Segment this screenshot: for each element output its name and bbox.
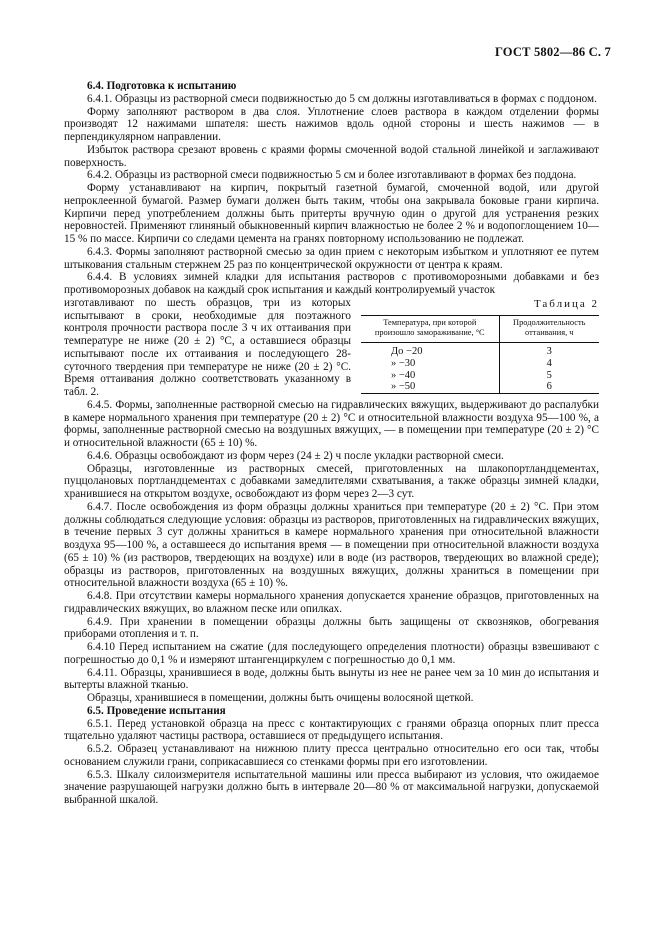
table-header-duration: Продолжительность оттаивания, ч [499, 316, 599, 343]
paragraph: 6.4.6. Образцы освобождают из форм через (24 ± 2) ч после укладки растворной смеси. [87, 449, 504, 462]
paragraph: 6.4.4. В условиях зимней кладки для испытания растворов с противоморозными добавками и без противоморозных добавок на каждый срок испытания и каждый контролируемый участок [64, 271, 599, 296]
cell-duration: 5 [546, 369, 552, 381]
paragraph: 6.5.2. Образец устанавливают на нижнюю плиту пресса центрально относительно его оси так, чтобы основанием служили грани, соприкасавшиеся со стенками формы при его изготовлении. [64, 743, 599, 768]
section-heading: 6.5. Проведение испытания [87, 704, 226, 717]
paragraph: 6.5.3. Шкалу силоизмерителя испытательной машины или пресса выбирают из условия, что ожидаемое значение разрушающей нагрузки должно быть в интервале 20—80 % от максимальной нагрузки, допускаемой выбранной шкалой. [64, 768, 599, 806]
paragraph: 6.4.2. Образцы из растворной смеси подвижностью 5 см и более изготавливают в формах без поддона. [87, 169, 577, 182]
cell-temperature: » −30 [361, 358, 499, 370]
paragraph: 6.4.3. Формы заполняют растворной смесью за один прием с некоторым избытком и уплотняют ее путем штыкования стальным стержнем 25 раз по концентрической окружности от центра к краям. [64, 245, 599, 271]
table-2 [361, 299, 599, 394]
cell-duration: 4 [546, 357, 552, 369]
table-row [361, 370, 599, 382]
table-header-temperature: Температура, при которой произошло замораживание, °С [361, 316, 499, 343]
paragraph: Форму заполняют раствором в два слоя. Уплотнение слоев раствора в каждом отделении формы производят 12 нажимами шпателя: шесть нажимов вдоль одной стороны и шесть нажимов — в перпендикулярном направлении. [64, 105, 599, 143]
table-row [361, 381, 599, 393]
paragraph: 6.4.7. После освобождения из форм образцы должны храниться при температуре (20 ± 2) °С. При этом должны соблюдаться следующие условия: образцы из растворов, приготовленных на гидравлических вяжущих, в течение первых 3 сут должны храниться в камере нормального хранения при относительной влажности воздуха 95—100 %, а оставшееся до испытания время — в помещении при относительной влажности воздуха (65 ± 10) % (из растворов, твердеющих на воздухе) или в воде (из растворов, твердеющих во влажной среде); образцы из растворов, приготовленных на воздушных вяжущих, должны храниться в помещении при относительной влажности воздуха (65 ± 10) %. [64, 500, 599, 590]
paragraph: Образцы, хранившиеся в помещении, должны быть очищены волосяной щеткой. [87, 692, 474, 704]
section-heading: 6.4. Подготовка к испытанию [87, 80, 237, 92]
paragraph: 6.4.8. При отсутствии камеры нормального хранения допускается хранение образцов, приготовленных на гидравлических вяжущих, во влажном песке или опилках. [64, 590, 599, 615]
section-b [64, 450, 599, 807]
page-header: ГОСТ 5802—86 С. 7 [494, 45, 611, 59]
table-row [361, 346, 599, 358]
paragraph-6-4-4-continued: изготавливают по шесть образцов, три из которых испытывают в сроки, необходимые для поэтажного контроля прочности раствора после 3 ч их оттаивания при температуре не ниже (20 ± 2) °С, а оставшиеся образцы испытывают после их оттаивания и последующего 28-суточного твердения при температуре не ниже (20 ± 2) °С. Время оттаивания должно соответствовать указанному в табл. 2. [64, 296, 351, 398]
cell-duration: 3 [546, 346, 552, 358]
section-a [64, 80, 599, 297]
paragraph: 6.5.1. Перед установкой образца на пресс с контактирующих с гранями образца опорных плит пресса тщательно удаляют частицы раствора, оставшиеся от предыдущего испытания. [64, 717, 599, 743]
paragraph-6-4-5: 6.4.5. Формы, заполненные растворной смесью на гидравлических вяжущих, выдерживают до распалубки в камере нормального хранения при температуре (20 ± 2) °С и относительной влажности воздуха 95—100 %, а формы, заполненные растворной смесью на воздушных вяжущих, — в помещении при температуре (20 ± 2) °С и относительной влажности (65 ± 10) %. [64, 398, 599, 449]
table-caption: Таблица 2 [533, 297, 599, 310]
document-body [64, 80, 599, 807]
paragraph: Форму устанавливают на кирпич, покрытый газетной бумагой, смоченной водой, или другой непроклеенной бумагой. Размер бумаги должен быть таким, чтобы она закрывала боковые грани кирпича. Кирпичи перед употреблением должны быть притерты вручную один о другой для устранения резких неровностей. Применяют глиняный обыкновенный кирпич влажностью не более 2 % и водопоглощением 10—15 % по массе. Кирпичи со следами цемента на гранях повторному использованию не подлежат. [64, 182, 599, 245]
cell-temperature: » −40 [361, 370, 499, 382]
cell-duration: 6 [499, 381, 599, 393]
paragraph: Избыток раствора срезают вровень с краями формы смоченной водой стальной линейкой и заглаживают поверхность. [64, 143, 599, 169]
paragraph: 6.4.10 Перед испытанием на сжатие (для последующего определения плотности) образцы взвешивают с погрешностью до 0,1 % и измеряют штангенциркулем с погрешностью до 0,1 мм. [64, 641, 599, 666]
paragraph: 6.4.11. Образцы, хранившиеся в воде, должны быть вынуты из нее не ранее чем за 10 мин до испытания и вытерты влажной тканью. [64, 666, 599, 692]
thaw-time-table [361, 315, 599, 393]
paragraph: 6.4.1. Образцы из растворной смеси подвижностью до 5 см должны изготавливаться в формах с поддоном. [87, 92, 597, 105]
table-row [361, 358, 599, 370]
cell-temperature: До −20 [361, 346, 499, 358]
paragraph: Образцы, изготовленные из растворных смесей, приготовленных на шлакопортландцементах, пуццолановых портландцементах с добавками замедлителями схватывания, а также образцы зимней кладки, хранившиеся на открытом воздухе, освобождают из форм через 2—3 сут. [64, 462, 599, 500]
cell-temperature: » −50 [361, 381, 499, 393]
paragraph: 6.4.9. При хранении в помещении образцы должны быть защищены от сквозняков, обогревания приборами отопления и т. п. [64, 615, 599, 641]
